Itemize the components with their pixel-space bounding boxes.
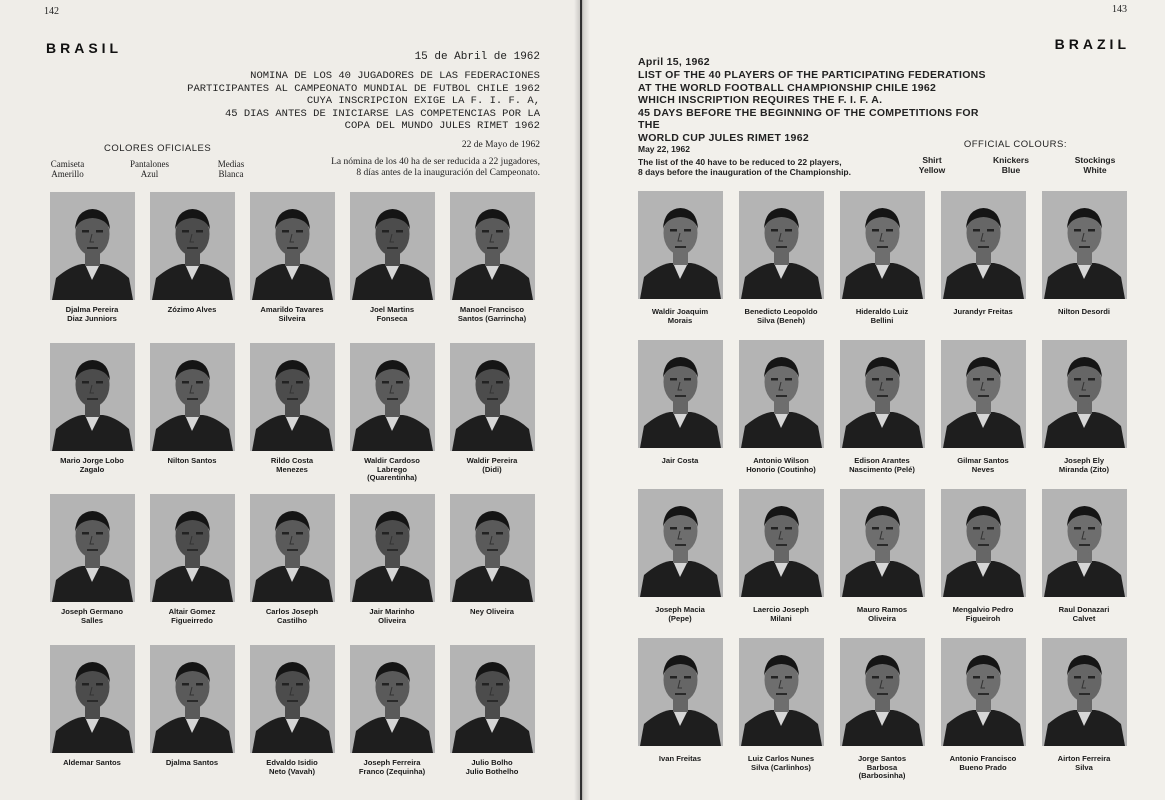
player-photo	[941, 638, 1026, 746]
kit-color: Azul	[140, 169, 159, 179]
player-photo	[350, 192, 435, 300]
player-name-line: Joseph Ely	[1063, 456, 1105, 465]
reduction-line: The list of the 40 have to be reduced to 22 players,	[638, 157, 842, 167]
page-number: 142	[44, 6, 59, 17]
player-name-line: Amarildo Tavares	[260, 305, 324, 314]
reduction-line: La nómina de los 40 ha de ser reducida a 22 jugadores,	[331, 157, 540, 167]
kit-item: Knickers	[993, 155, 1029, 165]
player-name-line: Figueirredo	[171, 615, 213, 625]
player-photo	[350, 343, 435, 451]
reduction-line: 8 días antes de la inauguración del Campeonato.	[356, 167, 540, 178]
reduction-line: 8 days before the inauguration of the Championship.	[638, 167, 851, 177]
player-photo	[840, 489, 925, 597]
kit-item: Pantalones	[130, 159, 169, 169]
player-name	[726, 606, 836, 623]
player-photo	[50, 494, 135, 602]
player-name-line: Franco (Zequinha)	[358, 766, 426, 776]
player-name-line: Nilton Santos	[167, 456, 217, 465]
player-name	[337, 608, 447, 625]
list-header	[638, 69, 998, 144]
player-name	[37, 306, 147, 323]
player-name-line: Santos (Garrincha)	[457, 313, 527, 323]
player-name-line: Gilmar Santos	[957, 456, 1009, 465]
player-name	[337, 759, 447, 776]
player-name-line: Edison Arantes	[854, 456, 910, 465]
kit-color: Yellow	[918, 165, 946, 175]
player-photo	[50, 645, 135, 753]
player-name-line: Honorio (Coutinho)	[746, 464, 816, 474]
player-name	[827, 457, 937, 474]
player-name-line: Miranda (Zito)	[1058, 464, 1110, 474]
player-name	[137, 759, 247, 768]
player-name	[37, 608, 147, 625]
player-name	[237, 306, 347, 323]
kit-item: Stockings	[1074, 155, 1116, 165]
player-name-line: Manoel Francisco	[459, 305, 525, 314]
player-name-line: Oliveira	[868, 613, 896, 623]
player-name-line: Zagalo	[79, 464, 105, 474]
player-name-line: Carlos Joseph	[265, 607, 319, 616]
player-photo	[1042, 191, 1127, 299]
player-name	[827, 755, 937, 781]
player-name-line: Altair Gomez	[168, 607, 216, 616]
player-name-line: Menezes	[276, 464, 308, 474]
player-photo	[1042, 340, 1127, 448]
player-name	[137, 608, 247, 625]
kit-shirt	[40, 159, 95, 179]
player-name	[237, 457, 347, 474]
player-name-line: Mario Jorge Lobo	[60, 456, 124, 465]
book-gutter	[574, 0, 590, 800]
reduction-date: 22 de Mayo de 1962	[461, 140, 540, 150]
player-name-line: Fonseca	[376, 313, 408, 323]
player-photo	[638, 191, 723, 299]
player-photo	[1042, 489, 1127, 597]
player-name	[37, 759, 147, 768]
player-name-line: Mauro Ramos	[856, 605, 908, 614]
player-name-line: Julio Bothelho	[465, 766, 519, 776]
header-line: 45 DAYS BEFORE THE BEGINNING OF THE COMPETITIONS FOR THE	[638, 106, 979, 131]
player-name-line: Luiz Carlos Nunes	[747, 754, 815, 763]
header-line: 45 DIAS ANTES DE INICIARSE LAS COMPETENCIAS POR LA	[224, 107, 540, 120]
player-name	[928, 606, 1038, 623]
player-name	[625, 457, 735, 466]
player-name-line: Diaz Junniors	[67, 313, 117, 323]
player-name-line: Zózimo Alves	[167, 305, 217, 314]
player-photo	[739, 638, 824, 746]
player-name	[827, 308, 937, 325]
player-name-line: Rildo Costa	[270, 456, 314, 465]
player-name-line: Neves	[971, 464, 995, 474]
player-photo	[250, 494, 335, 602]
player-name	[827, 606, 937, 623]
player-name-line: Joseph Macia	[655, 605, 705, 614]
player-name	[437, 306, 547, 323]
player-photo	[1042, 638, 1127, 746]
kit-knickers	[982, 155, 1040, 175]
player-photo	[638, 638, 723, 746]
player-name-line: Jorge Santos	[857, 754, 907, 763]
list-date: 15 de Abril de 1962	[414, 51, 540, 63]
kit-color: Blanca	[218, 169, 244, 179]
player-photo	[638, 340, 723, 448]
player-name-line: Benedicto Leopoldo	[744, 307, 818, 316]
player-name-line: Aldemar Santos	[63, 758, 121, 767]
player-photo	[941, 489, 1026, 597]
player-name-line: Nilton Desordi	[1058, 307, 1110, 316]
player-photo	[941, 340, 1026, 448]
header-line: WORLD CUP JULES RIMET 1962	[638, 131, 809, 144]
player-name-line: Edvaldo Isidio	[266, 758, 318, 767]
header-line: LIST OF THE 40 PLAYERS OF THE PARTICIPATING FEDERATIONS	[638, 69, 986, 81]
player-photo	[150, 494, 235, 602]
player-name	[1029, 755, 1139, 772]
reduction-note	[270, 157, 540, 178]
player-name-line: Joel Martins	[369, 305, 415, 314]
player-name-line: Laercio Joseph	[753, 605, 809, 614]
player-name-line: Julio Bolho	[471, 758, 513, 767]
player-name-line: Neto (Vavah)	[269, 766, 315, 776]
player-photo	[50, 343, 135, 451]
kit-shirt	[910, 155, 954, 175]
player-name-line: Labrego	[377, 464, 407, 474]
kit-socks	[206, 159, 256, 179]
list-header	[140, 70, 540, 133]
right-page	[582, 0, 1165, 800]
player-name	[337, 457, 447, 483]
colors-heading: COLORES OFICIALES	[104, 143, 212, 154]
player-name-line: Silva	[1075, 762, 1093, 772]
player-name	[1029, 606, 1139, 623]
player-photo	[739, 489, 824, 597]
player-name-line: Antonio Wilson	[753, 456, 809, 465]
player-name-line: Djalma Pereira	[65, 305, 119, 314]
kit-color: Amerillo	[51, 169, 84, 179]
player-name-line: Waldir Cardoso	[364, 456, 420, 465]
player-name	[726, 457, 836, 474]
player-photo	[250, 192, 335, 300]
kit-item: Medias	[217, 159, 245, 169]
player-name	[928, 457, 1038, 474]
player-name-line: Calvet	[1072, 613, 1096, 623]
player-name-line: Barbosa	[866, 762, 898, 772]
header-line: CUYA INSCRIPCION EXIGE LA F. I. F. A,	[306, 95, 540, 107]
player-name	[625, 606, 735, 623]
player-photo	[350, 494, 435, 602]
player-name	[437, 608, 547, 617]
player-name-line: Raul Donazari	[1058, 605, 1110, 614]
player-name	[437, 759, 547, 776]
reduction-note	[638, 157, 908, 177]
player-photo	[150, 343, 235, 451]
player-name	[337, 306, 447, 323]
reduction-date: May 22, 1962	[638, 144, 690, 154]
player-name	[625, 755, 735, 764]
kit-item: Camiseta	[50, 159, 85, 169]
player-name-line: Jair Costa	[661, 456, 699, 465]
player-name-line: Antonio Francisco	[949, 754, 1017, 763]
page-number: 143	[1112, 4, 1127, 15]
player-name-line: Figueiroh	[965, 613, 1001, 623]
kit-color: White	[1083, 165, 1107, 175]
list-date: April 15, 1962	[638, 56, 710, 68]
player-photo	[250, 645, 335, 753]
player-name-line: Silva (Carlinhos)	[751, 762, 811, 772]
left-page	[0, 0, 580, 800]
player-name	[1029, 308, 1139, 317]
country-title: BRASIL	[46, 40, 123, 56]
player-name-line: Hideraldo Luiz	[855, 307, 909, 316]
player-name-line: Nascimento (Pelé)	[849, 464, 915, 474]
player-name	[137, 306, 247, 315]
player-name-line: (Quarentinha)	[367, 473, 417, 483]
country-title: BRAZIL	[1054, 36, 1130, 52]
player-photo	[150, 645, 235, 753]
player-name-line: Salles	[81, 615, 103, 625]
player-name-line: Airton Ferreira	[1057, 754, 1111, 763]
header-line: AT THE WORLD FOOTBALL CHAMPIONSHIP CHILE 1962	[638, 81, 937, 94]
player-photo	[250, 343, 335, 451]
player-name-line: (Didi)	[482, 464, 502, 474]
player-name	[1029, 457, 1139, 474]
player-photo	[450, 494, 535, 602]
player-name-line: Waldir Pereira	[466, 456, 518, 465]
colors-heading: OFFICIAL COLOURS:	[963, 139, 1067, 150]
player-name	[726, 755, 836, 772]
player-name-line: Oliveira	[378, 615, 406, 625]
player-photo	[739, 191, 824, 299]
player-photo	[150, 192, 235, 300]
player-photo	[350, 645, 435, 753]
header-line: WHICH INSCRIPTION REQUIRES THE F. I. F. A.	[638, 94, 883, 106]
header-line: NOMINA DE LOS 40 JUGADORES DE LAS FEDERACIONES	[250, 70, 540, 82]
player-name	[625, 308, 735, 325]
player-photo	[450, 192, 535, 300]
player-name-line: Jurandyr Freitas	[953, 307, 1013, 316]
header-line: PARTICIPANTES AL CAMPEONATO MUNDIAL DE FUTBOL CHILE 1962	[187, 82, 540, 95]
player-name	[237, 608, 347, 625]
player-name-line: Silveira	[278, 313, 306, 323]
player-photo	[941, 191, 1026, 299]
player-name-line: Morais	[667, 315, 693, 325]
player-photo	[840, 638, 925, 746]
player-name-line: Silva (Beneh)	[756, 315, 806, 325]
player-photo	[840, 191, 925, 299]
player-name-line: Bueno Prado	[959, 762, 1007, 772]
player-name	[437, 457, 547, 474]
player-name-line: Joseph Ferreira	[363, 758, 421, 767]
player-name-line: Ivan Freitas	[658, 754, 702, 763]
player-name-line: Joseph Germano	[60, 607, 124, 616]
player-name-line: (Pepe)	[668, 613, 692, 623]
player-name	[137, 457, 247, 466]
player-name-line: Jair Marinho	[369, 607, 415, 616]
player-name-line: Bellini	[870, 315, 894, 325]
header-line: COPA DEL MUNDO JULES RIMET 1962	[344, 120, 540, 132]
player-name	[726, 308, 836, 325]
player-name-line: Waldir Joaquim	[651, 307, 709, 316]
player-name-line: Djalma Santos	[165, 758, 219, 767]
player-photo	[739, 340, 824, 448]
kit-item: Shirt	[922, 155, 942, 165]
kit-color: Blue	[1001, 165, 1021, 175]
player-name-line: Ney Oliveira	[470, 607, 514, 616]
kit-shorts	[122, 159, 177, 179]
player-name	[928, 308, 1038, 317]
player-name	[237, 759, 347, 776]
player-name-line: Castilho	[277, 615, 307, 625]
player-photo	[840, 340, 925, 448]
player-photo	[638, 489, 723, 597]
player-name	[37, 457, 147, 474]
player-name-line: Mengalvio Pedro	[952, 605, 1014, 614]
player-photo	[450, 645, 535, 753]
player-photo	[450, 343, 535, 451]
player-name-line: Milani	[770, 613, 792, 623]
player-name	[928, 755, 1038, 772]
kit-socks	[1062, 155, 1128, 175]
player-photo	[50, 192, 135, 300]
player-name-line: (Barbosinha)	[858, 771, 906, 781]
